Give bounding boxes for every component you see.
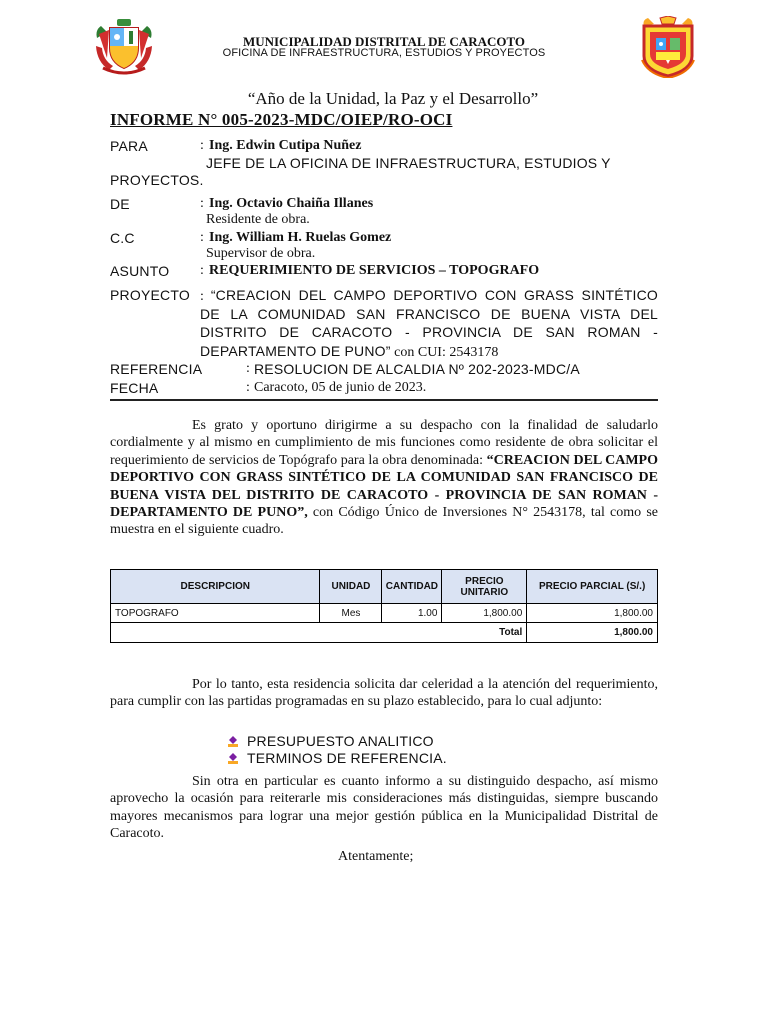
cell-descripcion: TOPOGRAFO [111, 604, 320, 623]
referencia-label: REFERENCIA [110, 361, 203, 377]
para-role-line2: PROYECTOS. [110, 172, 204, 188]
total-label: Total [111, 623, 527, 643]
total-value: 1,800.00 [527, 623, 658, 643]
diamond-bullet-icon [225, 735, 241, 749]
cell-unidad: Mes [320, 604, 382, 623]
body-paragraph-1 [110, 417, 658, 539]
proyecto-title: “CREACION DEL CAMPO DEPORTIVO CON GRASS SINTÉTICO DE LA COMUNIDAD SAN FRANCISCO DE BUENA VISTA DEL DISTRITO DE CARACOTO - PROVINCIA DE SAN ROMAN - DEPARTAMENTO DE PUNO” [200, 287, 659, 359]
body-paragraph-2 [110, 676, 658, 711]
closing-salutation: Atentamente; [338, 849, 414, 864]
body-paragraph-3 [110, 773, 658, 843]
cell-precio-parcial: 1,800.00 [527, 604, 658, 623]
attachments-list [225, 733, 447, 767]
table-total-row [111, 623, 658, 643]
asunto-colon: : [200, 263, 204, 278]
project-name-bold: “CREACION DEL CAMPO DEPORTIVO CON GRASS SINTÉTICO DE LA COMUNIDAD SAN FRANCISCO DE BUENA VISTA DEL DISTRITO DE CARACOTO - PROVINCIA DE SAN ROMAN - DEPARTAMENTO DE PUNO”, [110, 452, 658, 521]
referencia-colon: : [246, 361, 250, 376]
services-table [110, 569, 658, 643]
body-p1-start: Es grato y oportuno dirigirme a su despacho con la finalidad de saludarlo cordialmente y al mismo en cumplimiento de mis funciones como residente de obra solicitar el requerimiento de servicios de Topógrafo para la obra denominada: [110, 418, 658, 468]
proyecto-cui: con CUI: 2543178 [390, 344, 499, 360]
proyecto-label: PROYECTO [110, 287, 190, 303]
list-item [225, 750, 447, 767]
proyecto-colon: : [200, 289, 204, 304]
office-name: OFICINA DE INFRAESTRUCTURA, ESTUDIOS Y PROYECTOS [222, 47, 546, 59]
para-name: Ing. Edwin Cutipa Nuñez [209, 138, 362, 153]
col-header-unidad: UNIDAD [320, 570, 382, 604]
fecha-label: FECHA [110, 380, 159, 396]
cc-label: C.C [110, 230, 135, 246]
col-header-precio-unitario: PRECIO UNITARIO [442, 570, 527, 604]
list-item [225, 733, 447, 750]
cc-role: Supervisor de obra. [206, 246, 316, 261]
table-row [111, 604, 658, 623]
body-p1-end: con Código Único de Inversiones N° 2543178, tal como se muestra en el siguiente cuadro. [110, 505, 658, 538]
col-header-precio-parcial: PRECIO PARCIAL (S/.) [527, 570, 658, 604]
asunto-value: REQUERIMIENTO DE SERVICIOS – TOPOGRAFO [209, 263, 540, 278]
col-header-descripcion: DESCRIPCION [111, 570, 320, 604]
fecha-colon: : [246, 380, 250, 395]
attachment-label: PRESUPUESTO ANALITICO [247, 733, 434, 749]
year-motto: “Año de la Unidad, la Paz y el Desarrollo” [247, 89, 539, 108]
col-header-cantidad: CANTIDAD [382, 570, 442, 604]
fecha-value: Caracoto, 05 de junio de 2023. [254, 380, 427, 395]
diamond-bullet-icon [225, 752, 241, 766]
de-role: Residente de obra. [206, 212, 310, 227]
body-p3-text: Sin otra en particular es cuanto informo a su distinguido despacho, así mismo aprovecho la ocasión para reiterarle mis consideraciones más distinguidas, siempre buscando mayores mecanismos para lograr una mejor gestión pública en la Municipalidad Distrital de Caracoto. [110, 774, 658, 842]
de-name: Ing. Octavio Chaiña Illanes [209, 196, 374, 211]
cc-colon: : [200, 230, 204, 245]
body-p2-text: Por lo tanto, esta residencia solicita dar celeridad a la atención del requerimiento, para cumplir con las partidas programadas en su plazo establecido, para lo cual adjunto: [110, 677, 658, 710]
para-role-line1: JEFE DE LA OFICINA DE INFRAESTRUCTURA, ESTUDIOS Y [206, 155, 611, 171]
org-name: MUNICIPALIDAD DISTRITAL DE CARACOTO [242, 34, 526, 49]
report-title: INFORME N° 005-2023-MDC/OIEP/RO-OCI [110, 110, 453, 129]
table-header-row [111, 570, 658, 604]
proyecto-value [200, 287, 658, 361]
cc-name: Ing. William H. Ruelas Gomez [209, 230, 392, 245]
para-label: PARA [110, 138, 148, 154]
cell-precio-unitario: 1,800.00 [442, 604, 527, 623]
asunto-label: ASUNTO [110, 263, 170, 279]
cell-cantidad: 1.00 [382, 604, 442, 623]
de-label: DE [110, 196, 130, 212]
para-colon: : [200, 138, 204, 153]
referencia-value: RESOLUCION DE ALCALDIA Nº 202-2023-MDC/A [254, 361, 580, 377]
attachment-label: TERMINOS DE REFERENCIA. [247, 750, 447, 766]
de-colon: : [200, 196, 204, 211]
separator-line [110, 399, 658, 401]
